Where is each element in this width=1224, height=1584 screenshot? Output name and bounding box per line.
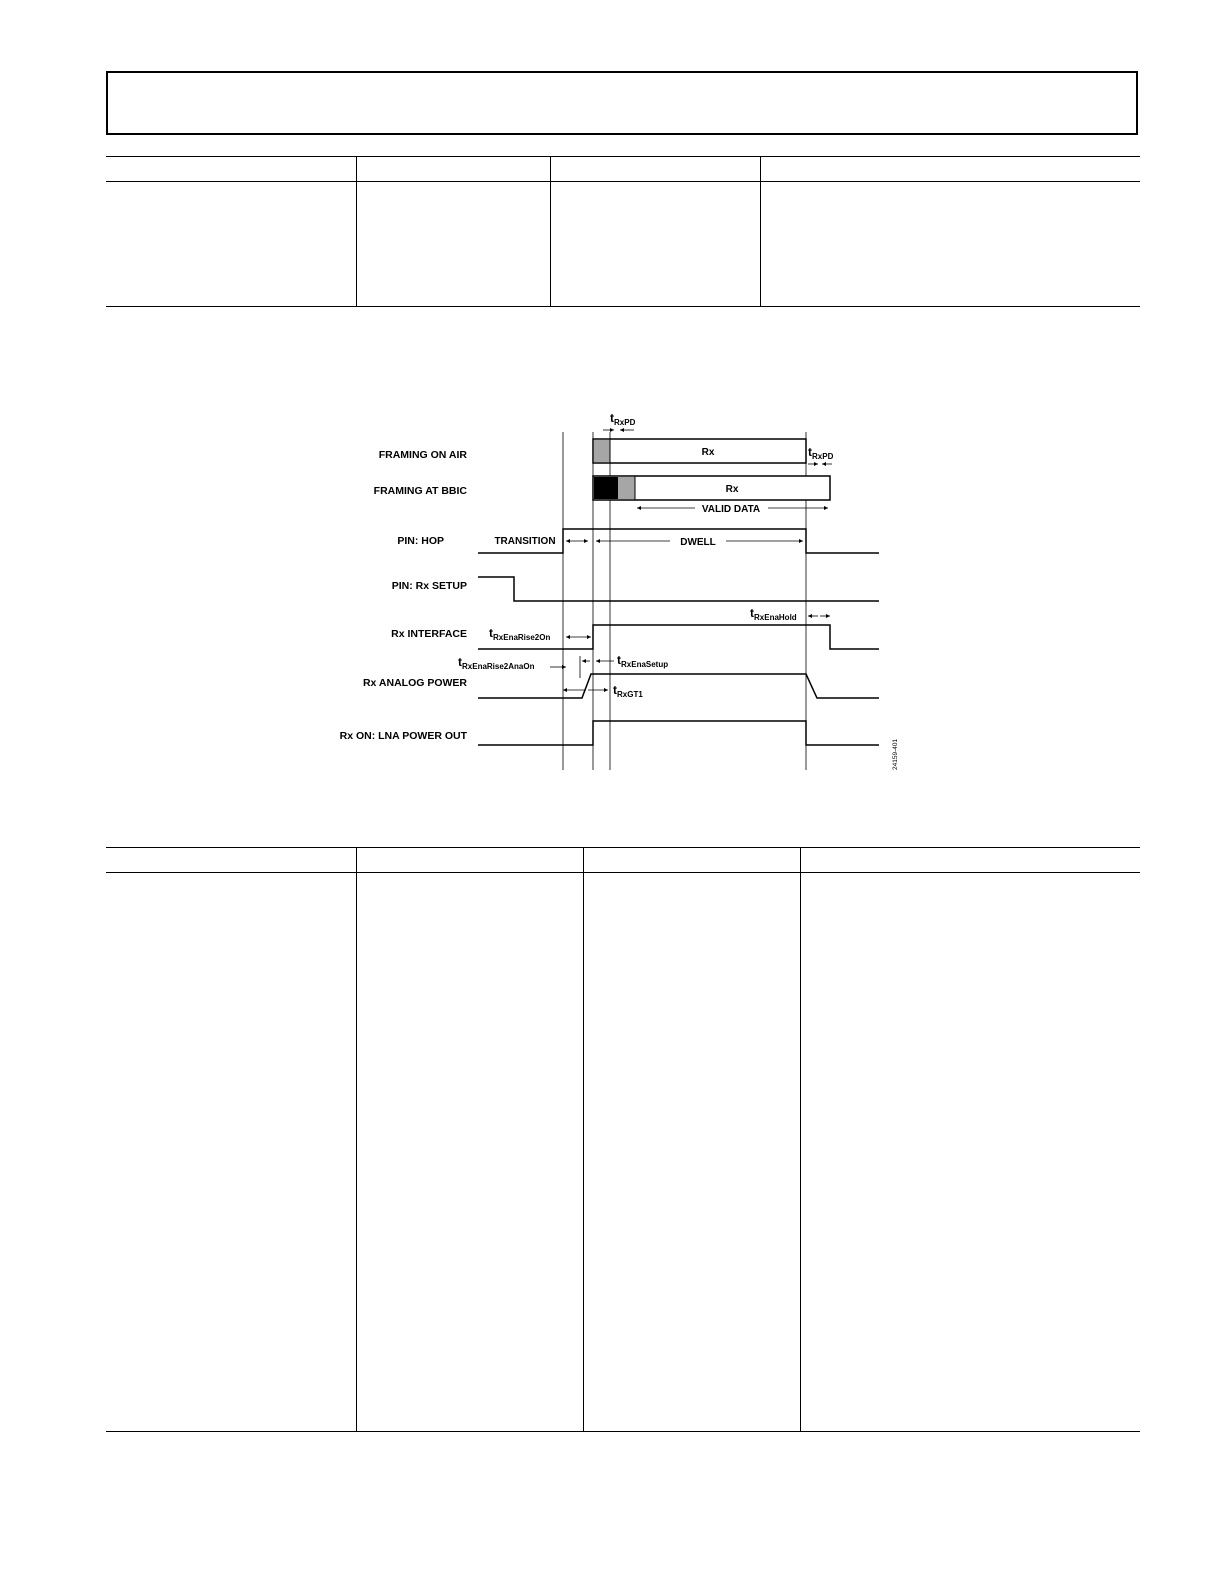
- t-rxpd-top-label: $t_{RxPD}$: [610, 411, 636, 427]
- figure-id: 24159-401: [892, 738, 899, 770]
- signal-label-rx-interface: Rx INTERFACE: [391, 628, 467, 640]
- table-column-divider: [800, 847, 801, 1431]
- t-rxenarise2on-label: $t_{RxEnaRise2On}$: [489, 626, 551, 642]
- table-rule-header: [106, 872, 1140, 873]
- pin-rx-setup-waveform: [478, 577, 879, 601]
- transition-label: TRANSITION: [494, 536, 556, 547]
- rx-air-label: Rx: [701, 447, 715, 458]
- table-rule-bottom: [106, 1431, 1140, 1432]
- t-rxgt1-label: $t_{RxGT1}$: [613, 683, 643, 699]
- framing-at-bbic-track: [593, 476, 830, 500]
- t-rxenarise2anaon-label: $t_{RxEnaRise2AnaOn}$: [458, 655, 535, 671]
- t-rxenasetup-label: $t_{RxEnaSetup}$: [617, 653, 669, 669]
- signal-label-framing-at-bbic: FRAMING AT BBIC: [373, 485, 467, 497]
- dwell-label: DWELL: [680, 537, 716, 548]
- rx-bbic-label: Rx: [725, 484, 739, 495]
- t-rxenahold-label: $t_{RxEnaHold}$: [750, 606, 797, 622]
- signal-label-rx-analog-power: Rx ANALOG POWER: [362, 677, 467, 689]
- rx-analog-power-waveform: [478, 674, 879, 698]
- table-column-divider: [583, 847, 584, 1431]
- rx-on-lna-waveform: [478, 721, 879, 745]
- signal-label-rx-on-lna: Rx ON: LNA POWER OUT: [339, 730, 467, 742]
- t-rxpd-right-label: $t_{RxPD}$: [808, 445, 834, 461]
- signal-label-pin-rx-setup: PIN: Rx SETUP: [391, 580, 467, 592]
- framing-on-air-track: [593, 439, 806, 463]
- valid-data-label: VALID DATA: [701, 504, 761, 515]
- table-column-divider: [356, 847, 357, 1431]
- signal-label-framing-on-air: FRAMING ON AIR: [378, 449, 467, 461]
- table-rule-top: [106, 847, 1140, 848]
- signal-label-pin-hop: PIN: HOP: [397, 535, 444, 547]
- bottom-table: [106, 847, 1140, 1434]
